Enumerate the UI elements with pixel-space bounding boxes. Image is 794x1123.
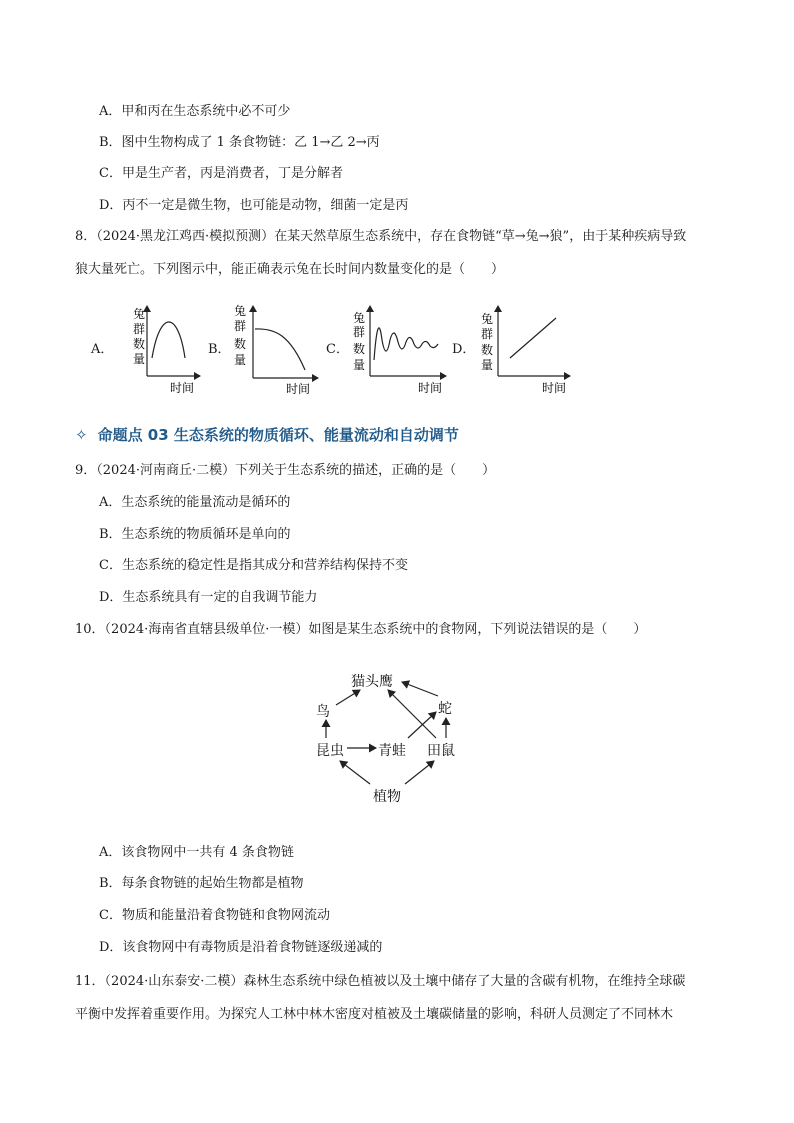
- q8-graph-c-ylabel-4: 量: [353, 358, 366, 372]
- q8-graph-d-option: D．: [452, 342, 476, 357]
- q10-option-a: A．该食物网中一共有 4 条食物链: [99, 845, 294, 860]
- q10-option-c: C．物质和能量沿着食物链和食物网流动: [99, 908, 330, 923]
- q10-stem: 10．（2024·海南省直辖县级单位·一模）如图是某生态系统中的食物网，下列说法错误的是（ ）: [75, 622, 647, 637]
- q8-graph-a-option: A．: [91, 342, 114, 357]
- food-web-mouse: 田鼠: [427, 743, 455, 759]
- q8-graph-d-ylabel-3: 数: [481, 343, 494, 357]
- q7-option-b: B．图中生物构成了 1 条食物链：乙 1→乙 2→丙: [99, 135, 380, 150]
- q8-graph-d-line: [510, 318, 556, 358]
- q9-option-a: A．生态系统的能量流动是循环的: [99, 495, 291, 510]
- q8-stem-line1: 8．（2024·黑龙江鸡西·模拟预测）在某天然草原生态系统中，存在食物链“草→兔→狼”，由于某种疾病导致: [75, 229, 687, 244]
- q8-graph-a-ylabel-4: 量: [133, 352, 146, 366]
- q7-option-d: D．丙不一定是微生物，也可能是动物，细菌一定是丙: [99, 198, 409, 213]
- arrow-mouse-owl: [388, 690, 436, 738]
- food-web-frog: 青蛙: [378, 743, 406, 759]
- q8-graph-d-ylabel-2: 群: [481, 327, 494, 341]
- q8-graph-b-ylabel-4: 量: [234, 353, 247, 367]
- arrow-bird-owl: [336, 690, 360, 705]
- q8-graph-c-ylabel-2: 群: [353, 325, 366, 339]
- star-icon: ✧: [75, 426, 88, 444]
- q8-graph-b-xlabel: 时间: [286, 382, 311, 396]
- q8-graph-c: [353, 306, 446, 395]
- food-web-bird: 鸟: [316, 704, 330, 720]
- q8-graph-d: [481, 306, 570, 395]
- q10-option-b: B．每条食物链的起始生物都是植物: [99, 876, 304, 891]
- q8-graph-b-option: B．: [208, 342, 231, 357]
- q8-graph-a-ylabel-2: 群: [133, 322, 146, 336]
- q10-option-d: D．该食物网中有毒物质是沿着食物链逐级递减的: [99, 940, 383, 955]
- arrow-plant-insect: [340, 761, 370, 784]
- q8-graphs: [0, 300, 794, 400]
- q11-stem-line2: 平衡中发挥着重要作用。为探究人工林中林木密度对植被及土壤碳储量的影响，科研人员测定了不同林木: [75, 1007, 674, 1022]
- q9-stem: 9．（2024·河南商丘·二模）下列关于生态系统的描述，正确的是（ ）: [75, 463, 496, 478]
- q8-graph-b-ylabel-3: 数: [234, 337, 247, 351]
- food-web-plant: 植物: [373, 789, 401, 805]
- section-heading: [75, 424, 459, 445]
- q9-option-d: D．生态系统具有一定的自我调节能力: [99, 590, 318, 605]
- section-title: 命题点 03 生态系统的物质循环、能量流动和自动调节: [97, 426, 459, 444]
- arrow-snake-owl: [402, 682, 438, 696]
- q8-graph-d-ylabel-1: 兔: [481, 312, 494, 326]
- q8-graph-c-ylabel-1: 兔: [353, 311, 366, 325]
- q8-graph-a: [133, 306, 200, 395]
- q8-graph-c-curve: [374, 328, 438, 360]
- q7-option-c: C．甲是生产者，丙是消费者，丁是分解者: [99, 166, 343, 181]
- q8-graph-b-ylabel-2: 群: [234, 319, 247, 333]
- q8-graph-a-ylabel-3: 数: [133, 337, 146, 351]
- q8-graph-d-xlabel: 时间: [542, 381, 567, 395]
- q7-option-a: A．甲和丙在生态系统中必不可少: [99, 104, 291, 119]
- q9-option-c: C．生态系统的稳定性是指其成分和营养结构保持不变: [99, 558, 408, 573]
- q8-graph-a-xlabel: 时间: [170, 381, 195, 395]
- q10-food-web: [300, 660, 490, 810]
- q8-graph-c-xlabel: 时间: [418, 381, 443, 395]
- food-web-owl: 猫头鹰: [351, 674, 393, 690]
- q11-stem-line1: 11．（2024·山东泰安·二模）森林生态系统中绿色植被以及土壤中储存了大量的含碳有机物，在维持全球碳: [75, 974, 686, 989]
- arrow-plant-mouse: [405, 761, 434, 784]
- q8-graph-a-ylabel-1: 兔: [133, 307, 146, 321]
- q8-graph-b-ylabel-1: 兔: [234, 304, 247, 318]
- q8-graph-b-curve: [255, 329, 305, 370]
- q8-graph-a-curve: [152, 322, 185, 358]
- q8-graph-b: [234, 304, 318, 396]
- food-web-insect: 昆虫: [316, 743, 344, 759]
- q8-graph-d-ylabel-4: 量: [481, 358, 494, 372]
- q8-graph-c-ylabel-3: 数: [353, 342, 366, 356]
- food-web-snake: 蛇: [438, 701, 452, 717]
- q8-graph-c-option: C．: [326, 342, 349, 357]
- q8-stem-line2: 狼大量死亡。下列图示中，能正确表示兔在长时间内数量变化的是（ ）: [75, 262, 505, 277]
- q9-option-b: B．生态系统的物质循环是单向的: [99, 527, 291, 542]
